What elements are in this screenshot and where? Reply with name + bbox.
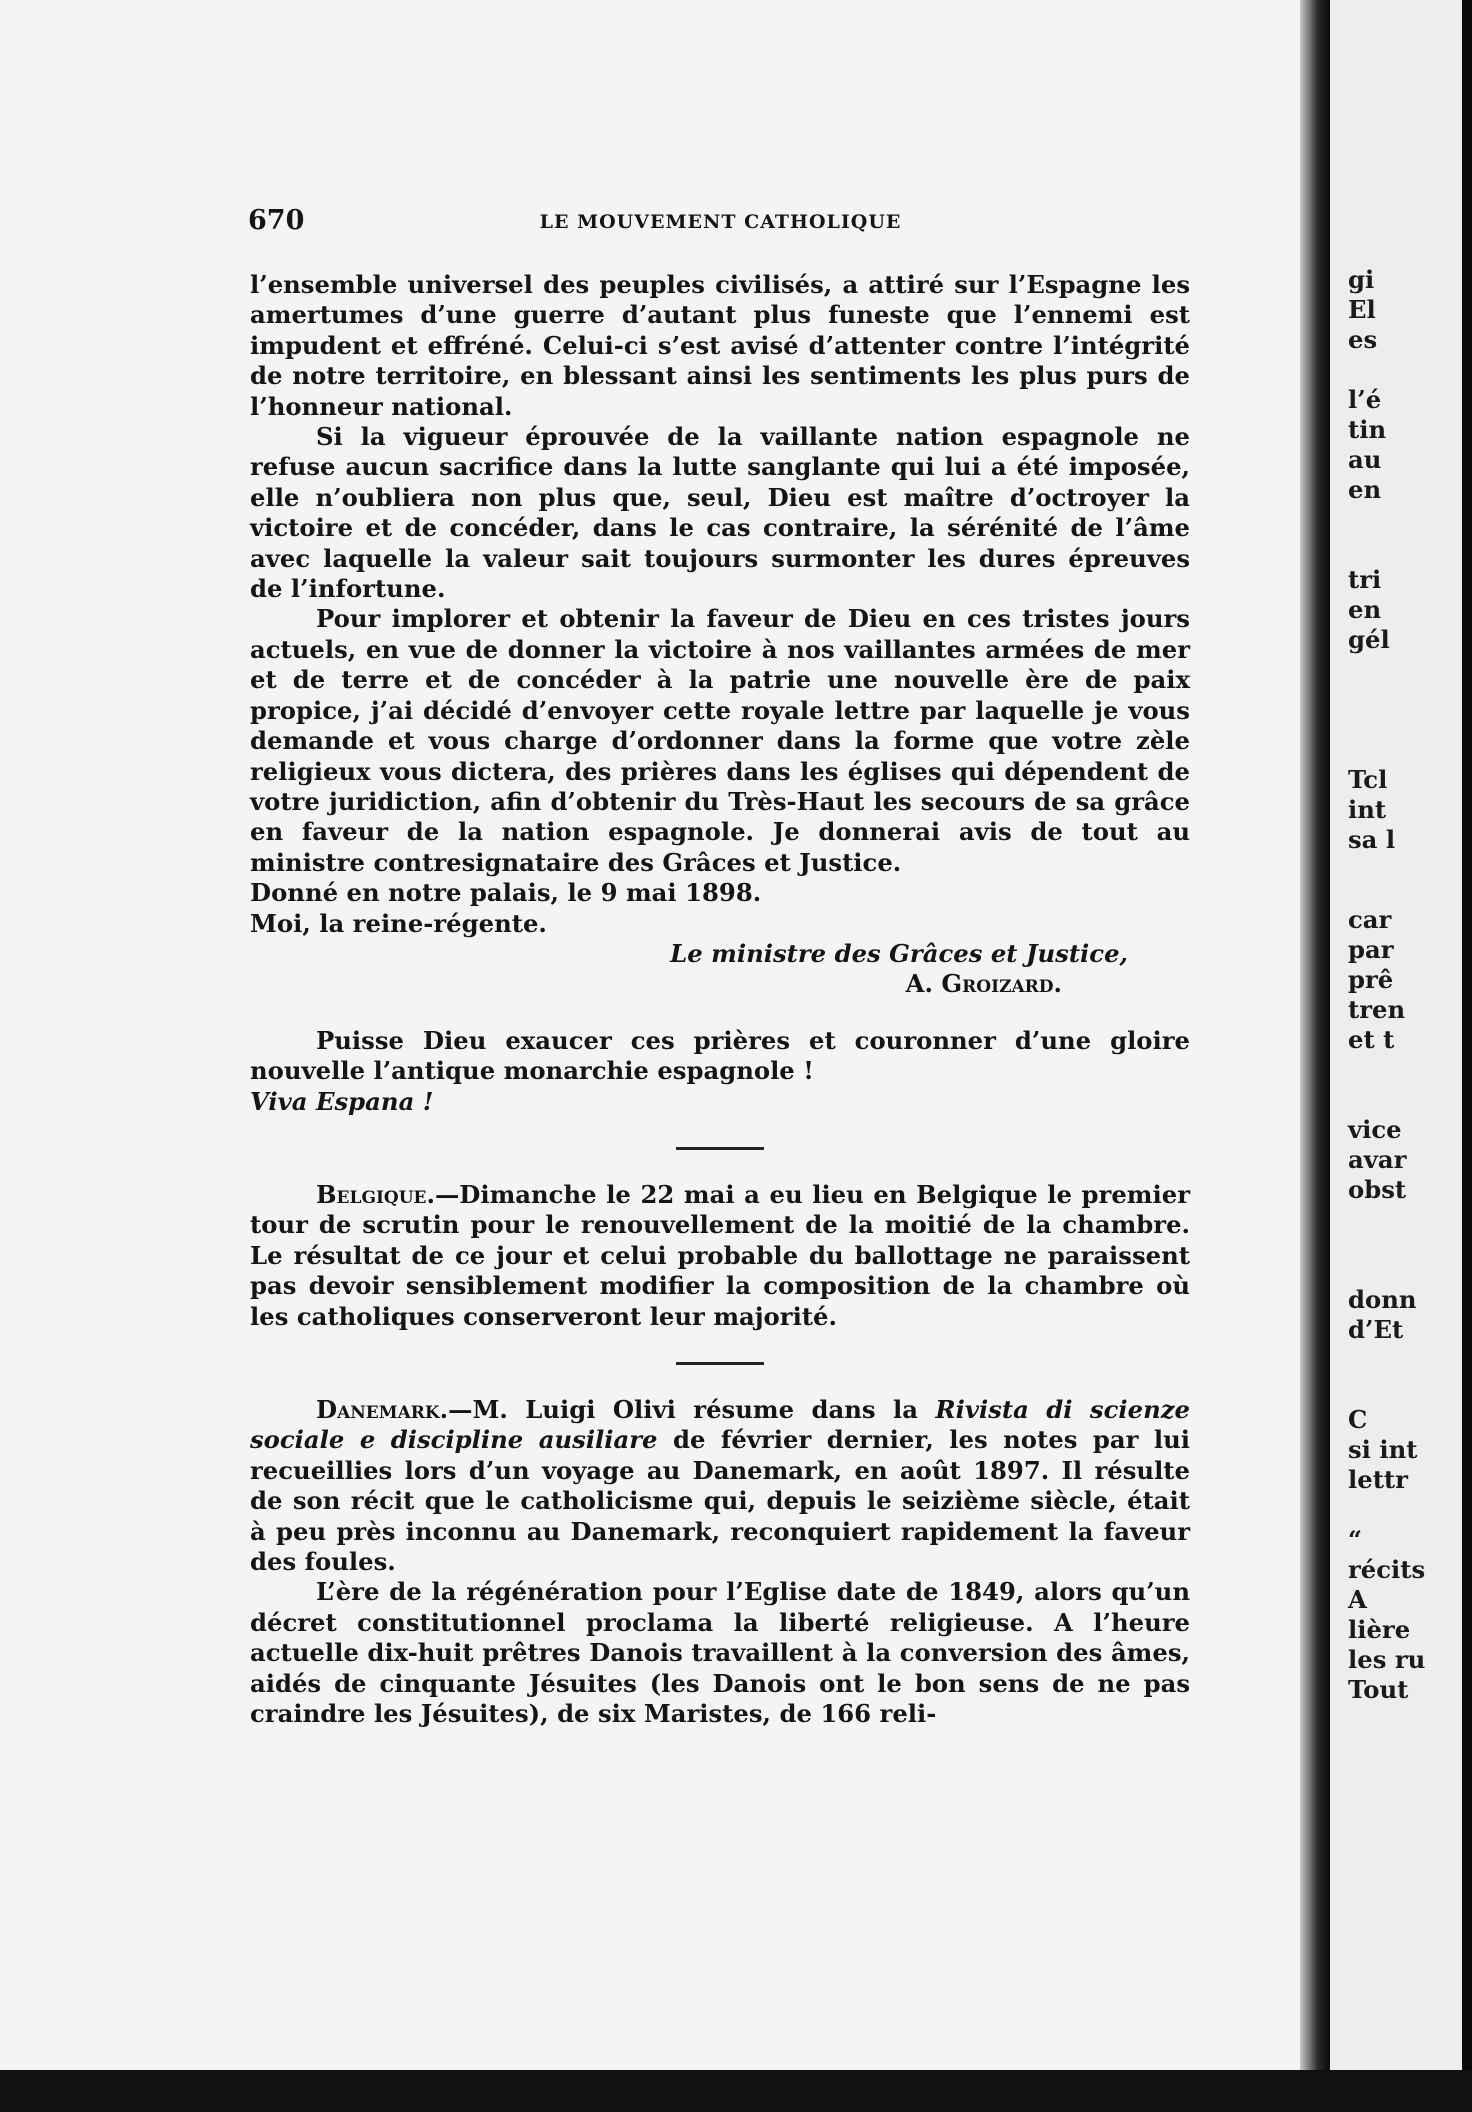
section-divider — [676, 1362, 764, 1365]
facing-page-fragment: Tout — [1348, 1675, 1409, 1704]
facing-page-fragment: obst — [1348, 1175, 1407, 1204]
facing-page-fragment: si int — [1348, 1435, 1418, 1464]
page-number: 670 — [248, 205, 305, 236]
facing-page-fragment: vice — [1348, 1115, 1402, 1144]
facing-page-fragment: sa l — [1348, 825, 1396, 854]
facing-page-fragment: l’é — [1348, 385, 1382, 414]
facing-page-fragment: en — [1348, 475, 1382, 504]
viva-line: Viva Espana ! — [250, 1086, 434, 1116]
book-gutter — [1300, 0, 1330, 2112]
facing-page-fragment: avar — [1348, 1145, 1407, 1174]
facing-page-fragment: en — [1348, 595, 1382, 624]
paragraph: Pour implorer et obtenir la faveur de Dieu en ces tristes jours actuels, en vue de donner la victoire à nos vaillantes armées de mer et de terre et de concéder à la patrie une nouvelle ère de paix propice, j’ai décidé d’envoyer cette royale lettre par laquelle je vous demande et vous charge d’ordonner dans la forme que votre zèle religieux vous dictera, des prières dans les églises qui dépendent de votre juridiction, afin d’obtenir du Très-Haut les secours de sa grâce en faveur de la nation espagnole. Je donnerai avis de tout au ministre contresignataire des Grâces et Justice. — [250, 604, 1190, 877]
facing-page-fragment: par — [1348, 935, 1394, 964]
scan-edge — [1462, 0, 1472, 2112]
journal-title: Rivista di scienze sociale e discipline ausiliare — [250, 1395, 1190, 1455]
facing-page-fragment: lière — [1348, 1615, 1411, 1644]
facing-page-fragment: les ru — [1348, 1645, 1426, 1674]
facing-page-fragment: C — [1348, 1405, 1368, 1434]
paragraph: Si la vigueur éprouvée de la vaillante nation espagnole ne refuse aucun sacrifice dans la lutte sanglante qui lui a été imposée, elle n’oubliera non plus que, seul, Dieu est maître d’octroyer la victoire et de concéder, dans le cas contraire, la sérénité de l’âme avec laquelle la valeur sait toujours surmonter les dures épreuves de l’infortune. — [250, 422, 1190, 604]
section-text: —Dimanche le 22 mai a eu lieu en Belgique le premier tour de scrutin pour le renouvellement de la moitié de la chambre. Le résultat de ce jour et celui probable du ballottage ne paraissent pas devoir sensiblement modifier la composition de la chambre où les catholiques conserveront leur majorité. — [250, 1179, 1190, 1331]
minister-name: A. Groizard. — [905, 969, 1062, 999]
facing-page-fragment: et t — [1348, 1025, 1395, 1054]
facing-page-fragment: lettr — [1348, 1465, 1408, 1494]
scan-bottom-band — [0, 2070, 1472, 2112]
facing-page-fragment: d’Et — [1348, 1315, 1404, 1344]
section-text: de février dernier, les notes par lui recueillies lors d’un voyage au Danemark, en août 1897. Il résulte de son récit que le catholicisme qui, depuis le seizième siècle, était à peu près inconnu au Danemark, reconquiert rapidement la faveur des foules. — [250, 1425, 1190, 1577]
facing-page-fragment: au — [1348, 445, 1382, 474]
signature-line: Moi, la reine-régente. — [250, 908, 547, 938]
facing-page-fragment: tin — [1348, 415, 1387, 444]
facing-page-fragment: El — [1348, 295, 1376, 324]
article-body — [250, 270, 1190, 1729]
danemark-paragraph — [250, 1395, 1190, 1577]
section-divider — [676, 1147, 764, 1150]
facing-page-edge — [1330, 0, 1472, 2112]
running-title: LE MOUVEMENT CATHOLIQUE — [539, 211, 902, 233]
facing-page-fragment: prê — [1348, 965, 1394, 994]
section-text: —M. Luigi Olivi résume dans la — [448, 1395, 936, 1424]
facing-page-fragment: gi — [1348, 265, 1375, 294]
date-line: Donné en notre palais, le 9 mai 1898. — [250, 878, 762, 908]
facing-page-fragment: A — [1348, 1585, 1367, 1614]
facing-page-fragment: Tcl — [1348, 765, 1388, 794]
facing-page-fragment: car — [1348, 905, 1392, 934]
facing-page-fragment: tren — [1348, 995, 1406, 1024]
minister-title: Le ministre des Grâces et Justice, — [670, 938, 1128, 968]
section-lead: Belgique. — [316, 1179, 435, 1209]
facing-page-fragment: donn — [1348, 1285, 1417, 1314]
belgique-paragraph — [250, 1180, 1190, 1332]
facing-page-fragment: int — [1348, 795, 1387, 824]
paragraph: L’ère de la régénération pour l’Eglise date de 1849, alors qu’un décret constitutionnel proclama la liberté religieuse. A l’heure actuelle dix-huit prêtres Danois travaillent à la conversion des âmes, aidés de cinquante Jésuites (les Danois ont le bon sens de ne pas craindre les Jésuites), de six Maristes, de 166 reli- — [250, 1577, 1190, 1729]
facing-page-fragment: es — [1348, 325, 1378, 354]
paragraph: Puisse Dieu exaucer ces prières et couronner d’une gloire nouvelle l’antique monarchie espagnole ! — [250, 1025, 1190, 1086]
paragraph: l’ensemble universel des peuples civilisés, a attiré sur l’Espagne les amertumes d’une guerre d’autant plus funeste que l’ennemi est impudent et effréné. Celui-ci s’est avisé d’attenter contre l’intégrité de notre territoire, en blessant ainsi les sentiments les plus purs de l’honneur national. — [250, 270, 1190, 421]
facing-page-fragment: “ — [1348, 1525, 1362, 1554]
page-header — [248, 205, 1193, 245]
facing-page-fragment: gél — [1348, 625, 1390, 654]
section-lead: Danemark. — [316, 1395, 449, 1424]
facing-page-fragment: récits — [1348, 1555, 1426, 1584]
facing-page-fragment: tri — [1348, 565, 1382, 594]
